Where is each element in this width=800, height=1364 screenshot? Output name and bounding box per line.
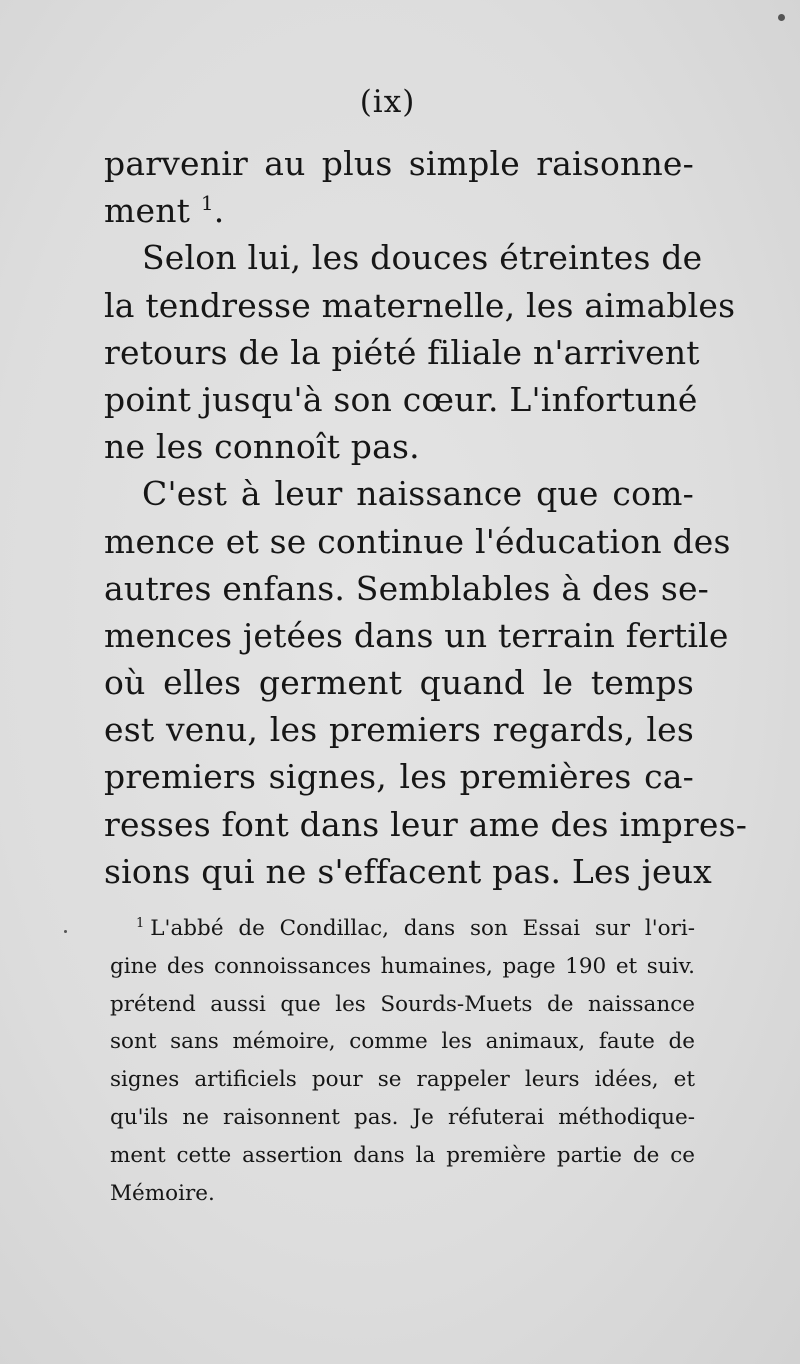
- text-line: retours de la piété filiale n'arrivent: [104, 332, 700, 372]
- text-line: mence et se continue l'éducation des: [104, 521, 731, 561]
- text-line: Selon lui, les douces étreintes de: [142, 238, 703, 278]
- text-fragment: ment: [104, 191, 191, 231]
- text-fragment: L'abbé de Condillac, dans son Essai sur l'ori-: [150, 916, 695, 941]
- paper-speck: [778, 14, 785, 21]
- text-line: mences jetées dans un terrain fertile: [104, 615, 729, 655]
- text-line: où elles germent quand le temps: [104, 663, 694, 703]
- footnote-reference: 1: [200, 191, 214, 216]
- body-text: [104, 140, 748, 895]
- footnote: [110, 910, 695, 1212]
- paper-speck: [64, 930, 67, 933]
- footnote-line: [110, 910, 695, 948]
- text-line: parvenir au plus simple raisonne-: [104, 144, 694, 183]
- text-fragment: .: [213, 191, 225, 231]
- text-line: sions qui ne s'effacent pas. Les jeux: [104, 851, 712, 891]
- footnote-mark: 1: [136, 915, 145, 931]
- text-line: est venu, les premiers regards, les: [104, 710, 694, 750]
- footnote-line: sont sans mémoire, comme les animaux, faute de: [110, 1029, 695, 1055]
- text-line: autres enfans. Semblables à des se-: [104, 568, 710, 608]
- text-line: resses font dans leur ame des impres-: [104, 804, 748, 844]
- footnote-line: Mémoire.: [110, 1180, 215, 1206]
- text-line: premiers signes, les premières ca-: [104, 757, 694, 797]
- footnote-line: qu'ils ne raisonnent pas. Je réfuterai méthodique-: [110, 1104, 695, 1130]
- footnote-line: signes artificiels pour se rappeler leurs idées, et: [110, 1067, 695, 1093]
- footnote-line: gine des connoissances humaines, page 190 et suiv.: [110, 953, 695, 979]
- footnote-line: ment cette assertion dans la première partie de ce: [110, 1142, 695, 1168]
- text-line: C'est à leur naissance que com-: [142, 474, 694, 514]
- text-line: [104, 187, 694, 234]
- text-line: point jusqu'à son cœur. L'infortuné: [104, 379, 698, 419]
- footnote-line: prétend aussi que les Sourds-Muets de naissance: [110, 991, 695, 1017]
- page-number: (ix): [359, 84, 416, 120]
- text-line: la tendresse maternelle, les aimables: [104, 285, 736, 325]
- text-line: ne les connoît pas.: [104, 427, 420, 467]
